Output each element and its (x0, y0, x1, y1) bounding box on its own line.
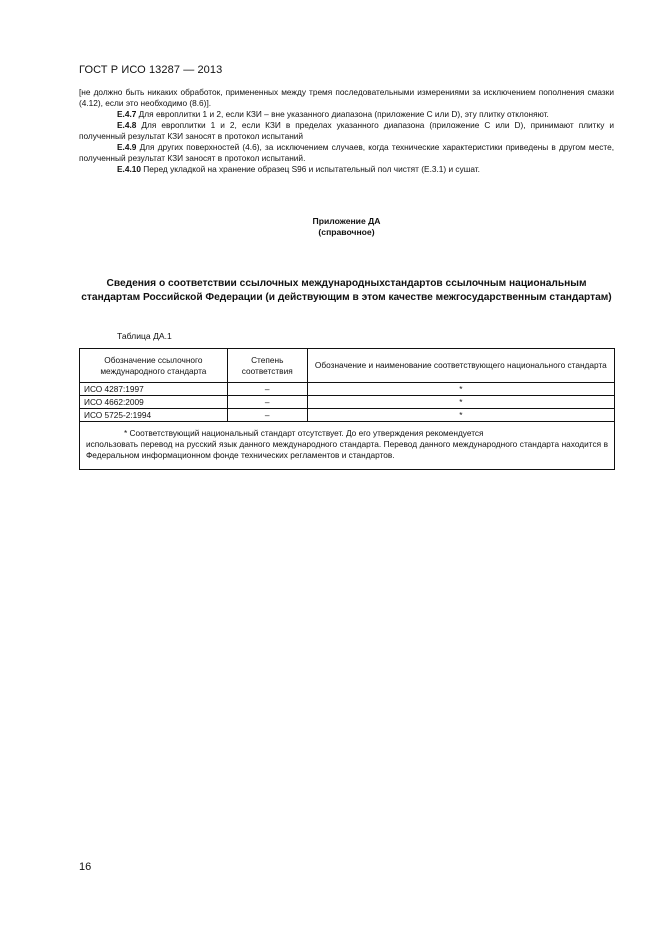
section-title: Сведения о соответствии ссылочных международныхстандартов ссылочным национальным стандартам Российской Федерации (и действующим в этом качестве межгосударственным стандартам) (81, 278, 612, 303)
document-header: ГОСТ Р ИСО 13287 — 2013 (79, 64, 223, 76)
clause-number: Е.4.9 (117, 142, 137, 152)
table-header-row (80, 349, 615, 383)
paragraph-e49 (79, 142, 614, 164)
cell-degree: – (227, 396, 307, 409)
table-row (80, 409, 615, 422)
note-rest: использовать перевод на русский язык данного международного стандарта. Перевод данного международного стандарта находится в Федеральном информационном фонде технических регламентов и стандартов. (86, 439, 608, 460)
note-first-line: * Соответствующий национальный стандарт отсутствует. До его утверждения рекомендуется (124, 428, 484, 438)
body-text (79, 87, 614, 175)
paragraph-e47 (79, 109, 614, 120)
cell-international-standard: ИСО 4287:1997 (80, 383, 228, 396)
header-degree-of-correspondence: Степень соответствия (227, 349, 307, 383)
cell-national-standard: * (307, 409, 614, 422)
paragraph-e410 (79, 164, 614, 175)
cell-international-standard: ИСО 4662:2009 (80, 396, 228, 409)
header-national-standard: Обозначение и наименование соответствующего национального стандарта (307, 349, 614, 383)
clause-text: Для европлитки 1 и 2, если КЗИ в пределах указанного диапазона (приложение С или D), принимают плитку и полученный результат КЗИ заносят в протокол испытаний (79, 120, 614, 141)
cell-national-standard: * (307, 383, 614, 396)
table-note (80, 422, 615, 470)
table-note-row (80, 422, 615, 470)
paragraph-e46-continuation: [не должно быть никаких обработок, примененных между тремя последовательными измерениями за исключением пополнения смазки (4.12), если это необходимо (8.6)]. (79, 87, 614, 108)
clause-number: Е.4.10 (117, 164, 141, 174)
cell-international-standard: ИСО 5725-2:1994 (80, 409, 228, 422)
clause-text: Для других поверхностей (4.6), за исключением случаев, когда технические характеристики приведены в другом месте, полученный результат КЗИ заносят в протокол испытаний. (79, 142, 614, 163)
clause-number: Е.4.8 (117, 120, 137, 130)
appendix-heading (79, 216, 614, 238)
correspondence-table (79, 348, 615, 470)
page-number: 16 (79, 861, 92, 873)
cell-national-standard: * (307, 396, 614, 409)
header-international-standard: Обозначение ссылочного международного стандарта (80, 349, 228, 383)
table-label: Таблица ДА.1 (117, 331, 172, 341)
cell-degree: – (227, 383, 307, 396)
paragraph-e48 (79, 120, 614, 142)
appendix-kind: (справочное) (318, 227, 375, 237)
cell-degree: – (227, 409, 307, 422)
clause-text: Для европлитки 1 и 2, если КЗИ – вне указанного диапазона (приложение С или D), эту плитку отклоняют. (136, 109, 549, 119)
table-row (80, 383, 615, 396)
table-row (80, 396, 615, 409)
clause-number: Е.4.7 (117, 109, 137, 119)
clause-text: Перед укладкой на хранение образец S96 и испытательный пол чистят (Е.3.1) и сушат. (141, 164, 480, 174)
appendix-name: Приложение ДА (312, 216, 381, 226)
